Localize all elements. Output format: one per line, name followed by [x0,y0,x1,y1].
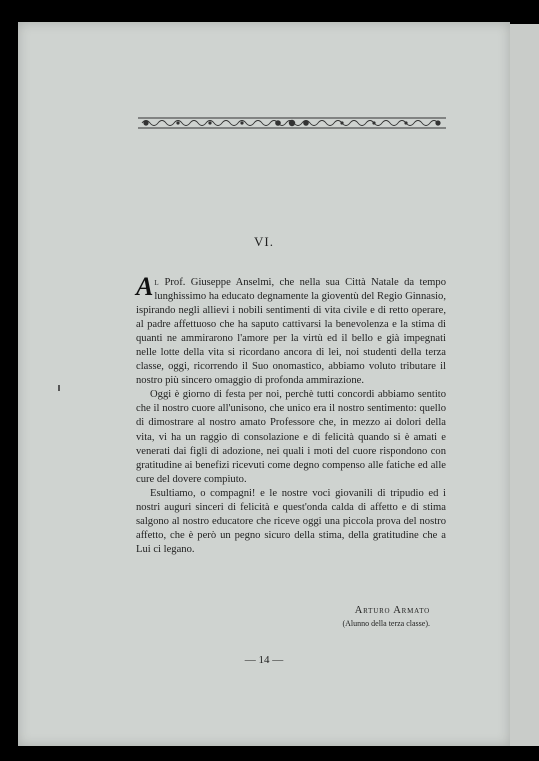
paragraph-dedication [136,272,446,388]
page-number: — 14 — [244,654,284,666]
signature-block [342,605,430,628]
decorative-ornament-border [138,116,446,130]
author-role: (Alunno della terza classe). [342,619,430,628]
paragraph-1-text: Prof. Giuseppe Anselmi, che nella sua Città Natale da tempo lunghissimo ha educato degnamente la gioventù del Regio Ginnasio, ispirando negli allievi i nobili sentimenti di vita civile e di retto operare, al padre affettuoso che ha saputo cattivarsi la benevolenza e la stima di quanti ne ammirarono l'amore per la virtù ed il bello e già impegnati nelle lotte della vita si ricordano ancora di lei, noi studenti della terza classe, oggi, ricorrendo il Suo onomastico, abbiamo voluto tributare il nostro più sincero omaggio di profonda ammirazione. [136,277,446,387]
stray-ink-mark [58,385,60,391]
letter-body [136,272,446,557]
drop-cap: A [136,272,154,301]
adjacent-page-edge [505,24,539,746]
document-page [18,22,510,746]
section-heading: VI. [254,234,274,249]
author-name: Arturo Armato [354,605,430,616]
paragraph-celebration: Oggi è giorno di festa per noi, perchè tutti concordi abbiamo sentito che il nostro cuore all'unisono, che unico era il nostro sentimento: quello di dimostrare al nostro amato Professore che, in mezzo ai dolori della vita, vi ha un raggio di consolazione e di felicità quando si è amati e venerati dai figli di adozione, nei quali i moti del cuore rispondono con gratitudine ai benefizi ricevuti come degno compenso alle fatiche ed alle cure del dovere compiuto. [136,389,446,485]
drop-cap-continuation: l [154,277,160,288]
paragraph-exultation: Esultiamo, o compagni! e le nostre voci giovanili di tripudio ed i nostri auguri sinceri di felicità e quest'onda calda di affetto e di stima salgono al nostro educatore che riceve oggi una piccola prova del nostro affetto, che è però un pegno sicuro della stima, della gratitudine che a Lui ci legano. [136,487,446,555]
